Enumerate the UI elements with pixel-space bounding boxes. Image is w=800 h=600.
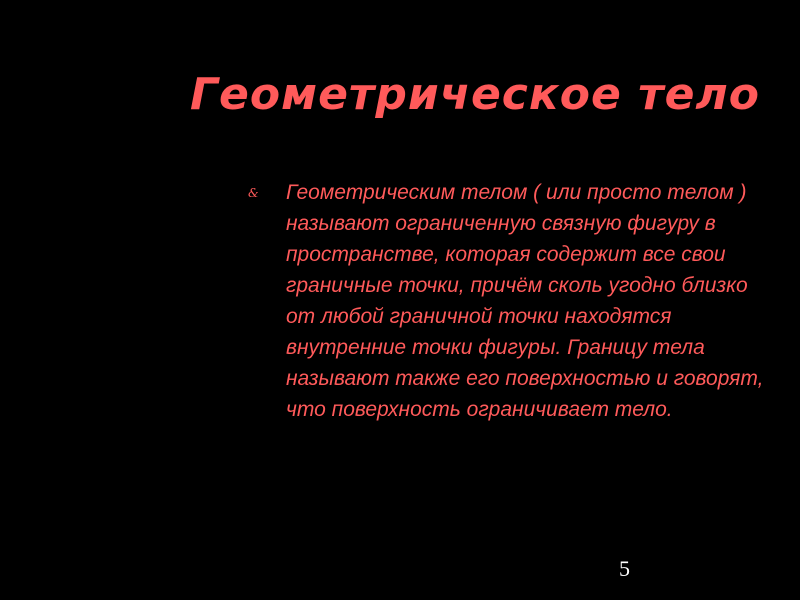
bullet-marker: & bbox=[248, 186, 259, 200]
slide-title: Геометрическое тело bbox=[190, 69, 760, 120]
page-number: 5 bbox=[619, 556, 630, 581]
bullet-list bbox=[248, 177, 768, 425]
bullet-item bbox=[248, 177, 768, 425]
bullet-text: Геометрическим телом ( или просто телом ) называют ограниченную связную фигуру в пространстве, которая содержит все свои граничные точки, причём сколь угодно близко от любой граничной точки находятся внутренние точки фигуры. Границу тела называют также его поверхностью и говорят, что поверхность ограничивает тело. bbox=[286, 181, 764, 421]
